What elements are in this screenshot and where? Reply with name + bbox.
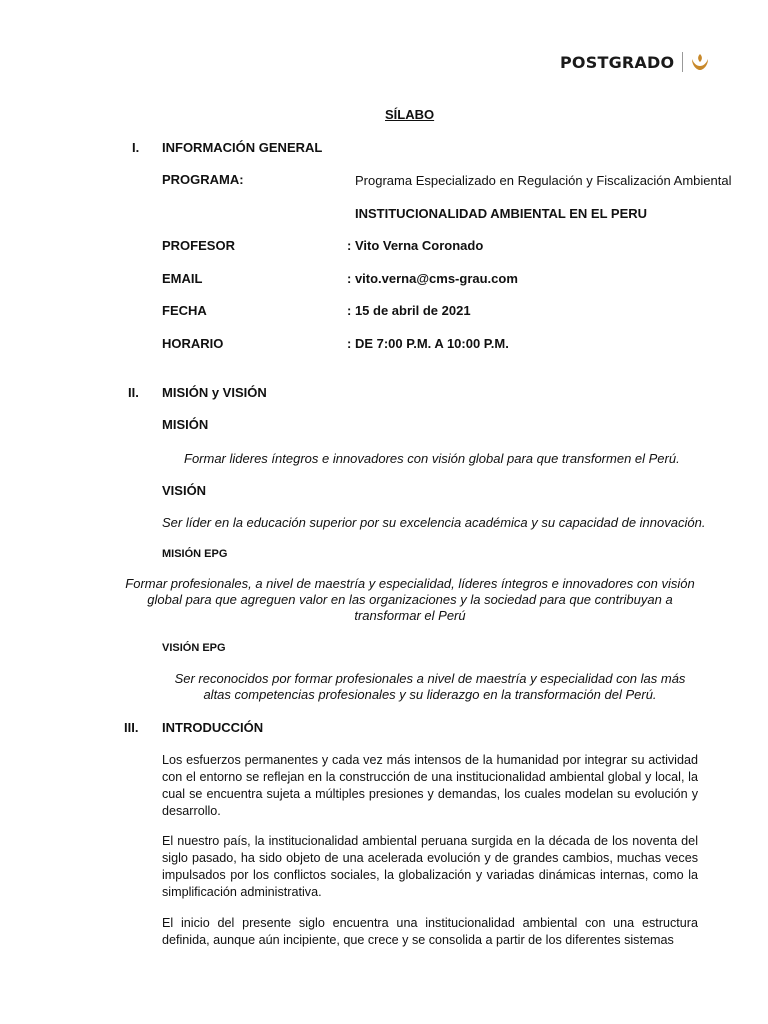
section-number-2: II. xyxy=(128,385,139,400)
intro-paragraph-3: El inicio del presente siglo encuentra una institucionalidad ambiental con una estructura definida, aunque aún incipiente, que crece y se consolida a partir de los diferentes sistemas xyxy=(162,916,698,947)
horario-label: HORARIO xyxy=(162,336,224,351)
postgrado-logo xyxy=(560,48,711,76)
section-number-3: III. xyxy=(124,720,139,735)
mision-text: Formar lideres íntegros e innovadores con visión global para que transformen el Perú. xyxy=(184,451,680,466)
intro-paragraph-1: Los esfuerzos permanentes y cada vez más intensos de la humanidad por integrar su actividad con el entorno se reflejan en la construcción de una institucionalidad ambiental global y local, la cual se encuentra sujeta a múltiples presiones y demandas, los cuales modelan su evolución y desarrollo. xyxy=(162,753,698,818)
mision-epg-label: MISIÓN EPG xyxy=(162,548,228,560)
mision-label: MISIÓN xyxy=(162,417,209,432)
section-number-1: I. xyxy=(132,140,140,155)
vision-text: Ser líder en la educación superior por su excelencia académica y su capacidad de innovación. xyxy=(162,515,706,530)
email-value: : vito.verna@cms-grau.com xyxy=(347,271,518,286)
profesor-value: : Vito Verna Coronado xyxy=(347,238,484,253)
logo-divider xyxy=(682,52,683,72)
section-title-introduccion: INTRODUCCIÓN xyxy=(162,720,264,735)
intro-paragraph-2: El nuestro país, la institucionalidad ambiental peruana surgida en la década de los noventa del siglo pasado, ha sido objeto de una acelerada evolución y de grandes cambios, muchas veces impulsados por los conflictos sociales, la globalización y variadas dinámicas internas, como la simplificación administrativa. xyxy=(162,834,698,899)
vision-epg-text: Ser reconocidos por formar profesionales a nivel de maestría y especialidad con las más altas competencias profesionales y su liderazgo en la transformación del Perú. xyxy=(174,671,686,702)
programa-value: Programa Especializado en Regulación y Fiscalización Ambiental xyxy=(355,173,732,188)
email-label: EMAIL xyxy=(162,271,203,286)
programa-label: PROGRAMA: xyxy=(162,172,244,187)
fecha-label: FECHA xyxy=(162,303,207,318)
horario-value: : DE 7:00 P.M. A 10:00 P.M. xyxy=(347,336,509,351)
curso-name: INSTITUCIONALIDAD AMBIENTAL EN EL PERU xyxy=(355,206,648,221)
flame-icon xyxy=(689,52,711,72)
logo-text: POSTGRADO xyxy=(560,52,675,72)
doc-title: SÍLABO xyxy=(385,107,435,122)
vision-epg-label: VISIÓN EPG xyxy=(162,642,226,654)
profesor-label: PROFESOR xyxy=(162,238,235,253)
mision-epg-text: Formar profesionales, a nivel de maestría y especialidad, líderes íntegros e innovadores con visión global para que agreguen valor en las organizaciones y la sociedad para que contribuyan a transformar el Perú xyxy=(125,576,695,623)
vision-label: VISIÓN xyxy=(162,483,207,498)
section-title-mision-vision: MISIÓN y VISIÓN xyxy=(162,385,267,400)
fecha-value: : 15 de abril de 2021 xyxy=(347,303,471,318)
section-title-general: INFORMACIÓN GENERAL xyxy=(162,140,323,155)
